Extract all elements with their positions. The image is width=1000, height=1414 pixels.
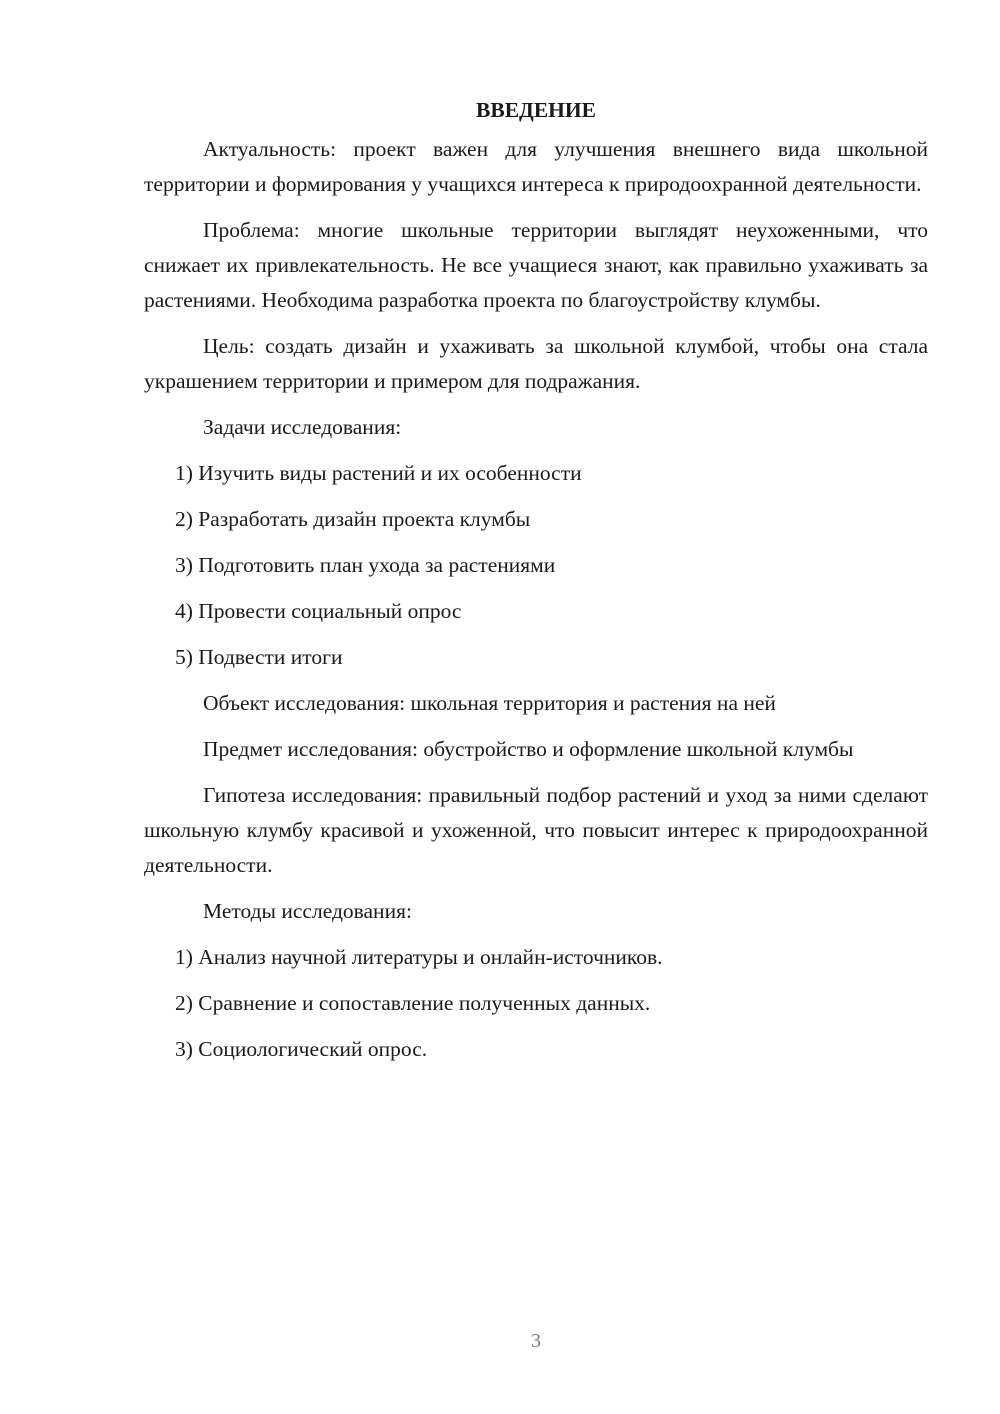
subject-paragraph: Предмет исследования: обустройство и оформление школьной клумбы — [203, 737, 854, 761]
task-item: 2) Разработать дизайн проекта клумбы — [175, 507, 531, 531]
task-item: 1) Изучить виды растений и их особенности — [175, 461, 582, 485]
method-item: 3) Социологический опрос. — [175, 1037, 428, 1061]
method-item: 1) Анализ научной литературы и онлайн-источников. — [175, 945, 663, 969]
methods-heading: Методы исследования: — [203, 899, 412, 923]
page-number: 3 — [531, 1330, 541, 1352]
tasks-heading: Задачи исследования: — [203, 415, 402, 439]
object-paragraph: Объект исследования: школьная территория и растения на ней — [203, 691, 776, 715]
problem-paragraph: Проблема: многие школьные территории выглядят неухоженными, что снижает их привлекательность. Не все учащиеся знают, как правильно ухаживать за растениями. Необходима разработка проекта по благоустройству клумбы. — [144, 218, 928, 312]
task-item: 5) Подвести итоги — [175, 645, 343, 669]
hypothesis-paragraph: Гипотеза исследования: правильный подбор растений и уход за ними сделают школьную клумбу красивой и ухоженной, что повысит интерес к природоохранной деятельности. — [144, 783, 928, 877]
page-content — [144, 88, 928, 1078]
goal-paragraph: Цель: создать дизайн и ухаживать за школьной клумбой, чтобы она стала украшением территории и примером для подражания. — [144, 334, 928, 393]
task-item: 4) Провести социальный опрос — [175, 599, 462, 623]
task-item: 3) Подготовить план ухода за растениями — [175, 553, 556, 577]
relevance-paragraph: Актуальность: проект важен для улучшения внешнего вида школьной территории и формирования у учащихся интереса к природоохранной деятельности. — [144, 137, 928, 196]
section-title: ВВЕДЕНИЕ — [476, 98, 596, 122]
method-item: 2) Сравнение и сопоставление полученных данных. — [175, 991, 651, 1015]
